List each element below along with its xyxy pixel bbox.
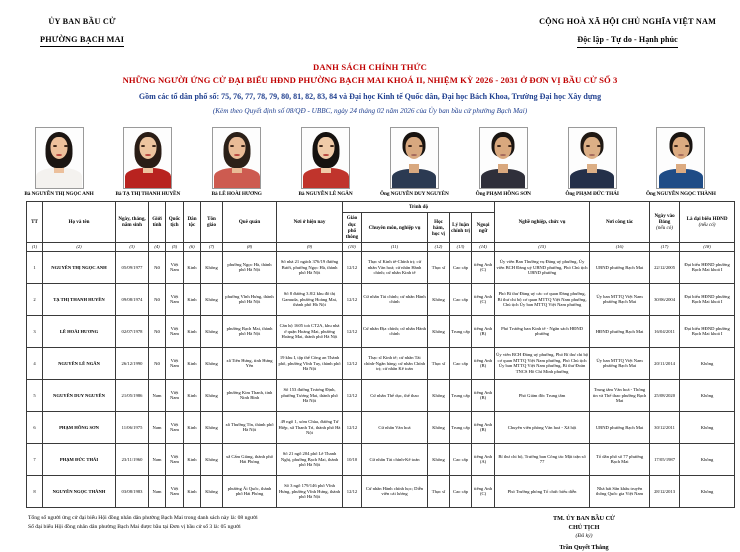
cell-tt: 4 (27, 347, 43, 379)
cell-hometown: phường Kim Thanh, tỉnh Ninh Bình (223, 379, 277, 411)
cell-political-theory: Cao cấp (450, 347, 472, 379)
cell-hometown: phường Ngọc Hà, thành phố Hà Nội (223, 251, 277, 283)
cell-nationality: Việt Nam (166, 315, 184, 347)
cell-ethnicity: Kinh (184, 379, 201, 411)
column-number-cell: (3) (116, 243, 149, 252)
cell-workplace: Ủy ban MTTQ Việt Nam phường Bạch Mai (590, 283, 650, 315)
cell-party-date: 17/05/1987 (650, 443, 680, 475)
signature-role: CHỦ TỊCH (568, 524, 600, 532)
candidate-portrait (656, 127, 705, 189)
candidate-photo-cell (283, 127, 369, 197)
cell-academic-title: Không (428, 379, 450, 411)
cell-general-education: 12/12 (343, 315, 362, 347)
cell-is-delegate: Không (680, 411, 735, 443)
cell-dob: 21/05/1986 (116, 379, 149, 411)
table-row (27, 347, 735, 379)
table-body (27, 251, 735, 507)
document-title-block (0, 61, 740, 118)
cell-full-name: PHẠM HỒNG SƠN (43, 411, 116, 443)
candidate-photo-cell (194, 127, 280, 197)
signature-signed-note: (Đã ký) (575, 533, 593, 540)
cell-general-education: 12/12 (343, 379, 362, 411)
th-party-date-note: (nếu có) (656, 225, 673, 232)
candidate-portrait (35, 127, 84, 189)
cell-party-date: 30/06/2004 (650, 283, 680, 315)
cell-occupation: Phó Giám đốc Trung tâm (495, 379, 590, 411)
cell-occupation: Ủy viên BCH Đảng uỷ phường, Phó Bí thư chi bộ cơ quan MTTQ Việt Nam phường, Phó Chủ tịch Ủy ban MTTQ Việt Nam phường, Bí thư Đoàn TNCS Hồ Chí Minh phường (495, 347, 590, 379)
cell-occupation: Bí thư chi bộ, Trưởng ban Công tác Mặt trận số 77 (495, 443, 590, 475)
th-full-name: Họ và tên (43, 202, 116, 243)
cell-is-delegate: Đại biểu HĐND phường Bạch Mai khoá I (680, 315, 735, 347)
th-academic-title: Học hàm, học vị (428, 213, 450, 243)
cell-nationality: Việt Nam (166, 475, 184, 507)
cell-gender: Nam (149, 379, 166, 411)
cell-residence: Căn hộ 1605 toà CT2A, khu nhà ở quận Hoàng Mai, phường Hoàng Mai, thành phố Hà Nội (277, 315, 343, 347)
cell-workplace: UBND phường Bạch Mai (590, 411, 650, 443)
cell-party-date: 16/04/2011 (650, 315, 680, 347)
cell-general-education: 12/12 (343, 347, 362, 379)
cell-religion: Không (201, 283, 223, 315)
cell-tt: 5 (27, 379, 43, 411)
document-header (0, 0, 740, 49)
cell-hometown: phường Vĩnh Hưng, thành phố Hà Nội (223, 283, 277, 315)
cell-party-date: 20/11/2014 (650, 347, 680, 379)
seats-line: Số đại biểu Hội đồng nhân dân phường Bạch Mai được bầu tại Đơn vị bầu cử số 3 là: 05 người (28, 524, 241, 531)
cell-is-delegate: Đại biểu HĐND phường Bạch Mai khoá I (680, 251, 735, 283)
th-political-theory: Lý luận chính trị (450, 213, 472, 243)
document-footer (0, 508, 740, 552)
cell-religion: Không (201, 443, 223, 475)
title-line-1: DANH SÁCH CHÍNH THỨC (312, 61, 428, 72)
cell-speciality: Cử nhân Hành chính học; Diễn viên cải lương (362, 475, 428, 507)
authority-line-1: ỦY BAN BẦU CỬ (48, 17, 116, 26)
cell-workplace: UBND phường Bạch Mai (590, 251, 650, 283)
cell-academic-title: Không (428, 411, 450, 443)
cell-tt: 1 (27, 251, 43, 283)
cell-dob: 23/11/1960 (116, 443, 149, 475)
column-number-cell: (10) (343, 243, 362, 252)
cell-residence: Số 8 đường 3.8/2 khu đô thị Gamuda, phường Hoàng Mai, thành phố Hà Nội (277, 283, 343, 315)
cell-tt: 2 (27, 283, 43, 315)
cell-gender: Nữ (149, 347, 166, 379)
cell-is-delegate: Không (680, 379, 735, 411)
cell-occupation: Ủy viên Ban Thường vụ Đảng uỷ phường, Ủy viên BCH Đảng uỷ UBND phường, Phó Chủ tịch UBND phường (495, 251, 590, 283)
cell-gender: Nam (149, 475, 166, 507)
cell-residence: Số 21 ngõ 204 phố Lê Thanh Nghị, phường Bạch Mai, thành phố Hà Nội (277, 443, 343, 475)
candidate-photo-cell (371, 127, 457, 197)
candidate-portrait (390, 127, 439, 189)
signature-block (484, 514, 684, 552)
authority-line-2: PHƯỜNG BẠCH MAI (40, 34, 124, 47)
th-is-delegate (680, 202, 735, 243)
cell-workplace: Trung tâm Văn hoá - Thông tin và Thể thao phường Bạch Mai (590, 379, 650, 411)
cell-religion: Không (201, 251, 223, 283)
cell-occupation: Phó Bí thư Đảng uỷ các cơ quan Đảng phường, Bí thư chi bộ cơ quan MTTQ Việt Nam phường, Chủ tịch Ủy ban MTTQ Việt Nam phường (495, 283, 590, 315)
column-number-cell: (11) (362, 243, 428, 252)
candidate-table-wrap (0, 201, 740, 508)
column-number-cell: (15) (495, 243, 590, 252)
cell-is-delegate: Không (680, 475, 735, 507)
table-row (27, 251, 735, 283)
th-is-delegate-note: (nếu có) (698, 222, 716, 229)
national-motto: Độc lập - Tự do - Hạnh phúc (577, 35, 678, 48)
candidate-photo-cell (460, 127, 546, 197)
cell-academic-title: Không (428, 315, 450, 347)
cell-hometown: xã Cẩm Giàng, thành phố Hải Phòng (223, 443, 277, 475)
cell-academic-title: Thạc sĩ (428, 347, 450, 379)
country-name: CỘNG HOÀ XÃ HỘI CHỦ NGHĨA VIỆT NAM (539, 17, 716, 26)
cell-nationality: Việt Nam (166, 347, 184, 379)
cell-nationality: Việt Nam (166, 411, 184, 443)
cell-speciality: Cử nhân Địa chính; cử nhân Hành chính (362, 315, 428, 347)
candidate-photo-strip (0, 121, 740, 197)
th-workplace: Nơi công tác (590, 202, 650, 243)
column-number-cell: (8) (223, 243, 277, 252)
cell-general-education: 10/10 (343, 443, 362, 475)
cell-political-theory: Trung cấp (450, 315, 472, 347)
th-foreign-language: Ngoại ngữ (472, 213, 495, 243)
th-hometown: Quê quán (223, 202, 277, 243)
cell-tt: 3 (27, 315, 43, 347)
candidate-photo-name: Bà LÊ HOÀI HƯƠNG (211, 191, 262, 198)
candidate-photo-name: Ông NGUYỄN DUY NGUYÊN (379, 191, 449, 198)
cell-full-name: LÊ HOÀI HƯƠNG (43, 315, 116, 347)
cell-is-delegate: Không (680, 443, 735, 475)
cell-full-name: NGUYỄN DUY NGUYÊN (43, 379, 116, 411)
column-number-cell: (14) (472, 243, 495, 252)
cell-residence: 49 ngõ 1, xóm Chùa, đường Tứ Hiệp, xã Thanh Trì, thành phố Hà Nội (277, 411, 343, 443)
cell-party-date: 25/08/2020 (650, 379, 680, 411)
cell-dob: 02/07/1978 (116, 315, 149, 347)
cell-occupation: Phó Trưởng ban Kinh tế - Ngân sách HĐND phường (495, 315, 590, 347)
cell-workplace: HĐND phường Bạch Mai (590, 315, 650, 347)
column-number-cell: (16) (590, 243, 650, 252)
cell-religion: Không (201, 347, 223, 379)
cell-speciality: Cử nhân Tài chính; cử nhân Hành chính (362, 283, 428, 315)
cell-gender: Nam (149, 411, 166, 443)
cell-ethnicity: Kinh (184, 315, 201, 347)
candidate-photo-cell (105, 127, 191, 197)
th-religion: Tôn giáo (201, 202, 223, 243)
cell-gender: Nữ (149, 315, 166, 347)
cell-speciality: Cử nhân Thể dục, thể thao (362, 379, 428, 411)
table-head (27, 202, 735, 252)
cell-is-delegate: Không (680, 347, 735, 379)
candidate-table (26, 201, 735, 508)
cell-occupation: Phó Trưởng phòng Tổ chức biểu diễn (495, 475, 590, 507)
column-number-cell: (5) (166, 243, 184, 252)
candidate-photo-name: Bà NGUYỄN THỊ NGỌC ANH (24, 191, 94, 198)
column-number-cell: (7) (201, 243, 223, 252)
cell-workplace: Nhà hát Sân khấu truyền thống Quốc gia Việt Nam (590, 475, 650, 507)
cell-hometown: phường Bạch Mai, thành phố Hà Nội (223, 315, 277, 347)
cell-hometown: xã Thường Tín, thành phố Hà Nội (223, 411, 277, 443)
cell-academic-title: Thạc sĩ (428, 251, 450, 283)
candidate-photo-name: Ông PHẠM ĐỨC THÁI (565, 191, 619, 198)
candidate-photo-name: Ông PHẠM HỒNG SƠN (475, 191, 531, 198)
table-row (27, 379, 735, 411)
cell-full-name: NGUYỄN LÊ NGÂN (43, 347, 116, 379)
cell-occupation: Chuyên viên phòng Văn hoá - Xã hội (495, 411, 590, 443)
cell-foreign-language: tiếng Anh (B) (472, 411, 495, 443)
column-number-cell: (9) (277, 243, 343, 252)
cell-speciality: Cử nhân Tài chính-Kế toán (362, 443, 428, 475)
cell-political-theory: Trung cấp (450, 379, 472, 411)
cell-general-education: 12/12 (343, 251, 362, 283)
cell-is-delegate: Đại biểu HĐND phường Bạch Mai khoá I (680, 283, 735, 315)
cell-foreign-language: tiếng Anh (A) (472, 443, 495, 475)
candidate-portrait (123, 127, 172, 189)
column-number-cell: (17) (650, 243, 680, 252)
column-number-cell: (18) (680, 243, 735, 252)
cell-tt: 8 (27, 475, 43, 507)
cell-workplace: Ủy ban MTTQ Việt Nam phường Bạch Mai (590, 347, 650, 379)
title-line-2: NHỮNG NGƯỜI ỨNG CỬ ĐẠI BIỂU HĐND PHƯỜNG BẠCH MAI KHOÁ II, NHIỆM KỲ 2026 - 2031 Ở ĐƠN VỊ BẦU CỬ SỐ 3 (122, 74, 618, 85)
cell-political-theory: Trung cấp (450, 411, 472, 443)
signature-org: TM. ỦY BAN BẦU CỬ (553, 514, 615, 522)
cell-party-date: 22/12/2005 (650, 251, 680, 283)
cell-nationality: Việt Nam (166, 283, 184, 315)
cell-speciality: Thạc sĩ Kinh tế; cử nhân Tài chính-Ngân hàng; cử nhân Chính trị; cử nhân Kế toán (362, 347, 428, 379)
column-number-cell: (12) (428, 243, 450, 252)
title-decision-ref: (Kèm theo Quyết định số 08/QĐ - UBBC, ngày 24 tháng 02 năm 2026 của Ủy ban bầu cử phường Bạch Mai) (212, 107, 528, 116)
cell-foreign-language: tiếng Anh (B) (472, 315, 495, 347)
title-scope: Gồm các tổ dân phố số: 75, 76, 77, 78, 79, 80, 81, 82, 83, 84 và Đại học Kinh tế Quốc dân, Đại học Bách Khoa, Trường Đại học Xây dựng (138, 92, 602, 102)
cell-workplace: Tổ dân phố số 77 phường Bạch Mai (590, 443, 650, 475)
cell-ethnicity: Kinh (184, 251, 201, 283)
candidate-photo-name: Bà TẠ THỊ THANH HUYỀN (115, 191, 181, 198)
th-speciality: Chuyên môn, nghiệp vụ (362, 213, 428, 243)
candidate-photo-cell (16, 127, 102, 197)
issuing-authority (40, 16, 124, 49)
cell-hometown: xã Tiên Hưng, tỉnh Hưng Yên (223, 347, 277, 379)
cell-political-theory: Cao cấp (450, 443, 472, 475)
cell-nationality: Việt Nam (166, 251, 184, 283)
th-residence: Nơi ở hiện nay (277, 202, 343, 243)
cell-dob: 26/12/1990 (116, 347, 149, 379)
th-tt: TT (27, 202, 43, 243)
cell-ethnicity: Kinh (184, 347, 201, 379)
cell-religion: Không (201, 475, 223, 507)
cell-residence: Số 3 ngõ 179/146 phố Vĩnh Hưng, phường Vĩnh Hưng, thành phố Hà Nội (277, 475, 343, 507)
candidate-portrait (212, 127, 261, 189)
total-candidates-line: Tổng số người ứng cử đại biểu Hội đồng nhân dân phường Bạch Mai trong danh sách này là: 08 người (28, 514, 258, 521)
cell-dob: 05/09/1977 (116, 251, 149, 283)
cell-gender: Nữ (149, 283, 166, 315)
cell-party-date: 30/12/2011 (650, 411, 680, 443)
cell-general-education: 12/12 (343, 475, 362, 507)
cell-academic-title: Thạc sĩ (428, 475, 450, 507)
cell-academic-title: Không (428, 283, 450, 315)
table-row (27, 315, 735, 347)
cell-gender: Nam (149, 443, 166, 475)
candidate-photo-name: Bà NGUYỄN LÊ NGÂN (298, 191, 353, 198)
th-gender: Giới tính (149, 202, 166, 243)
cell-dob: 09/08/1974 (116, 283, 149, 315)
candidate-portrait (301, 127, 350, 189)
cell-tt: 7 (27, 443, 43, 475)
cell-foreign-language: tiếng Anh (C) (472, 283, 495, 315)
column-number-cell: (13) (450, 243, 472, 252)
column-number-cell: (4) (149, 243, 166, 252)
cell-full-name: NGUYỄN NGỌC THÀNH (43, 475, 116, 507)
column-number-cell: (6) (184, 243, 201, 252)
cell-gender: Nữ (149, 251, 166, 283)
candidate-portrait (568, 127, 617, 189)
candidate-photo-cell (549, 127, 635, 197)
cell-ethnicity: Kinh (184, 475, 201, 507)
cell-general-education: 12/12 (343, 283, 362, 315)
cell-nationality: Việt Nam (166, 443, 184, 475)
table-row (27, 443, 735, 475)
candidate-photo-cell (638, 127, 724, 197)
cell-foreign-language: tiếng Anh (C) (472, 475, 495, 507)
th-education-group: Trình độ (343, 202, 495, 213)
cell-academic-title: Không (428, 443, 450, 475)
summary-counts (28, 514, 258, 552)
column-number-cell: (1) (27, 243, 43, 252)
cell-dob: 11/06/1975 (116, 411, 149, 443)
cell-residence: Số nhà 21 ngách 376/19 đường Bưởi, phường Ngọc Hà, thành phố Hà Nội (277, 251, 343, 283)
cell-speciality: Thạc sĩ Kinh tế-Chính trị; cử nhân Văn hoá; cử nhân Hành chính; cử nhân Kinh tế (362, 251, 428, 283)
th-party-date-label: Ngày vào Đảng (654, 212, 675, 226)
national-heading (539, 16, 716, 49)
th-dob: Ngày, tháng, năm sinh (116, 202, 149, 243)
cell-hometown: phường Ái Quốc, thành phố Hải Phòng (223, 475, 277, 507)
th-party-date (650, 202, 680, 243)
cell-religion: Không (201, 379, 223, 411)
cell-foreign-language: tiếng Anh (C) (472, 251, 495, 283)
table-column-numbering-row (27, 243, 735, 252)
cell-party-date: 28/12/2013 (650, 475, 680, 507)
table-row (27, 411, 735, 443)
cell-political-theory: Cao cấp (450, 251, 472, 283)
th-is-delegate-label: Là đại biểu HĐND (686, 216, 728, 223)
cell-political-theory: Cao cấp (450, 475, 472, 507)
cell-foreign-language: tiếng Anh (B) (472, 379, 495, 411)
candidate-portrait (479, 127, 528, 189)
cell-ethnicity: Kinh (184, 411, 201, 443)
cell-foreign-language: tiếng Anh (B) (472, 347, 495, 379)
th-ethnicity: Dân tộc (184, 202, 201, 243)
th-occupation: Nghề nghiệp, chức vụ (495, 202, 590, 243)
cell-speciality: Cử nhân Văn hoá (362, 411, 428, 443)
table-header-row-1 (27, 202, 735, 213)
cell-political-theory: Cao cấp (450, 283, 472, 315)
cell-nationality: Việt Nam (166, 379, 184, 411)
cell-religion: Không (201, 315, 223, 347)
th-general-education: Giáo dục phổ thông (343, 213, 362, 243)
cell-ethnicity: Kinh (184, 443, 201, 475)
cell-dob: 03/08/1983 (116, 475, 149, 507)
cell-residence: Số 153 đường Trương Định, phường Tương Mai, thành phố Hà Nội (277, 379, 343, 411)
cell-full-name: PHẠM ĐỨC THÁI (43, 443, 116, 475)
cell-full-name: TẠ THỊ THANH HUYỀN (43, 283, 116, 315)
signature-name: Trần Quyết Thắng (559, 543, 609, 551)
cell-full-name: NGUYỄN THỊ NGỌC ANH (43, 251, 116, 283)
cell-tt: 6 (27, 411, 43, 443)
cell-residence: 19 khu I, tập thể Công an Thành phố, phường Vĩnh Tuy, thành phố Hà Nội (277, 347, 343, 379)
th-nationality: Quốc tịch (166, 202, 184, 243)
table-row (27, 475, 735, 507)
column-number-cell: (2) (43, 243, 116, 252)
cell-religion: Không (201, 411, 223, 443)
cell-general-education: 12/12 (343, 411, 362, 443)
table-row (27, 283, 735, 315)
cell-ethnicity: Kinh (184, 283, 201, 315)
candidate-photo-name: Ông NGUYỄN NGỌC THÀNH (646, 191, 716, 198)
